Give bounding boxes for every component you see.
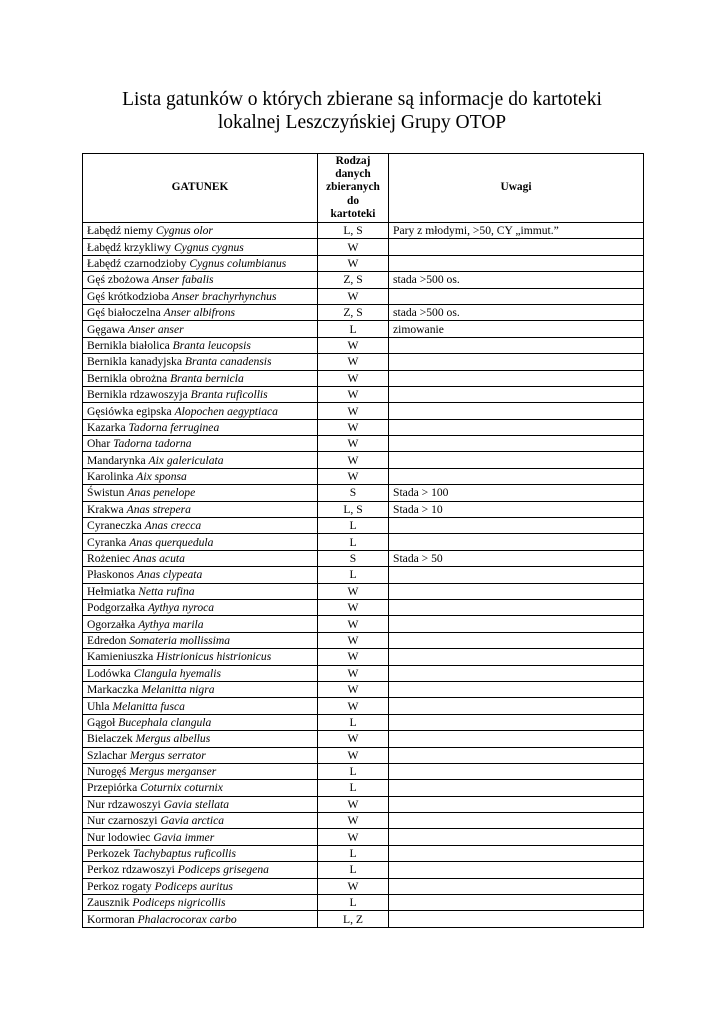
species-name-cell [83, 583, 318, 599]
species-name-cell [83, 600, 318, 616]
species-latin-name: Branta bernicla [170, 371, 244, 385]
species-common-name: Podgorzałka [87, 601, 145, 615]
notes-cell [389, 632, 644, 648]
species-name-cell [83, 550, 318, 566]
notes-cell [389, 386, 644, 402]
species-latin-name: Podiceps nigricollis [132, 896, 226, 910]
species-latin-name: Anser anser [127, 322, 184, 336]
species-common-name: Gęś krótkodzioba [87, 289, 170, 303]
species-latin-name: Histrionicus histrionicus [156, 650, 272, 664]
data-type-cell: W [318, 370, 389, 386]
species-latin-name: Gavia stellata [163, 797, 230, 811]
species-common-name: Nur czarnoszyi [87, 814, 158, 828]
data-type-cell: W [318, 747, 389, 763]
species-name-cell [83, 665, 318, 681]
table-row [83, 731, 644, 747]
species-common-name: Mandarynka [87, 453, 146, 467]
table-row [83, 354, 644, 370]
notes-cell [389, 911, 644, 927]
data-type-cell: L [318, 321, 389, 337]
data-type-cell: L [318, 763, 389, 779]
table-row [83, 468, 644, 484]
table-row [83, 665, 644, 681]
data-type-cell: L [318, 780, 389, 796]
species-name-cell [83, 436, 318, 452]
table-row [83, 878, 644, 894]
species-common-name: Świstun [87, 486, 125, 500]
notes-cell [389, 862, 644, 878]
data-type-cell: W [318, 681, 389, 697]
table-row [83, 419, 644, 435]
table-row [83, 780, 644, 796]
data-type-cell: W [318, 829, 389, 845]
data-type-cell: L [318, 567, 389, 583]
species-latin-name: Podiceps auritus [154, 879, 233, 893]
species-common-name: Nur rdzawoszyi [87, 797, 161, 811]
notes-cell [389, 468, 644, 484]
table-row [83, 747, 644, 763]
species-common-name: Perkozek [87, 847, 131, 861]
table-body [83, 223, 644, 928]
species-common-name: Bernikla obrożna [87, 371, 168, 385]
species-name-cell [83, 747, 318, 763]
data-type-cell: W [318, 354, 389, 370]
data-type-cell: W [318, 337, 389, 353]
table-row [83, 321, 644, 337]
header-notes: Uwagi [389, 154, 644, 223]
species-name-cell [83, 632, 318, 648]
table-row [83, 239, 644, 255]
species-latin-name: Mergus serrator [129, 748, 206, 762]
species-name-cell [83, 419, 318, 435]
table-row [83, 763, 644, 779]
data-type-cell: L [318, 895, 389, 911]
data-type-cell: S [318, 550, 389, 566]
table-header [83, 154, 644, 223]
table-row [83, 796, 644, 812]
notes-cell [389, 649, 644, 665]
notes-cell [389, 600, 644, 616]
data-type-cell: W [318, 731, 389, 747]
species-common-name: Lodówka [87, 666, 131, 680]
species-latin-name: Aythya nyroca [147, 601, 215, 615]
species-common-name: Ogorzałka [87, 617, 136, 631]
species-latin-name: Phalacrocorax carbo [137, 912, 237, 926]
species-latin-name: Anas strepera [126, 502, 191, 516]
header-data-type-line: Rodzaj [335, 155, 371, 167]
notes-cell [389, 895, 644, 911]
species-name-cell [83, 681, 318, 697]
notes-cell: stada >500 os. [389, 272, 644, 288]
data-type-cell: L, S [318, 223, 389, 239]
species-common-name: Perkoz rogaty [87, 879, 152, 893]
species-common-name: Hełmiatka [87, 584, 136, 598]
table-row [83, 845, 644, 861]
species-common-name: Zausznik [87, 896, 130, 910]
header-data-type [318, 154, 389, 223]
species-latin-name: Netta rufina [138, 584, 195, 598]
species-latin-name: Melanitta nigra [141, 683, 215, 697]
species-common-name: Płaskonos [87, 568, 135, 582]
notes-cell [389, 583, 644, 599]
species-latin-name: Tadorna ferruginea [128, 420, 220, 434]
data-type-cell: W [318, 239, 389, 255]
species-common-name: Ohar [87, 437, 111, 451]
table-row [83, 681, 644, 697]
notes-cell [389, 796, 644, 812]
species-common-name: Cyraneczka [87, 519, 142, 533]
species-latin-name: Branta ruficollis [190, 388, 268, 402]
species-common-name: Gęsiówka egipska [87, 404, 172, 418]
species-name-cell [83, 829, 318, 845]
notes-cell [389, 714, 644, 730]
species-latin-name: Anas querquedula [129, 535, 214, 549]
notes-cell [389, 567, 644, 583]
species-common-name: Kazarka [87, 420, 126, 434]
species-latin-name: Cygnus olor [155, 224, 213, 238]
table-row [83, 485, 644, 501]
species-name-cell [83, 731, 318, 747]
species-name-cell [83, 403, 318, 419]
data-type-cell: W [318, 649, 389, 665]
species-common-name: Rożeniec [87, 552, 131, 566]
data-type-cell: W [318, 419, 389, 435]
species-common-name: Gęś zbożowa [87, 273, 150, 287]
species-latin-name: Anas clypeata [136, 568, 203, 582]
table-row [83, 583, 644, 599]
species-latin-name: Aythya marila [138, 617, 204, 631]
species-common-name: Cyranka [87, 535, 127, 549]
data-type-cell: W [318, 436, 389, 452]
data-type-cell: W [318, 616, 389, 632]
notes-cell [389, 337, 644, 353]
species-latin-name: Melanitta fusca [112, 699, 185, 713]
species-name-cell [83, 321, 318, 337]
notes-cell: Stada > 10 [389, 501, 644, 517]
table-row [83, 600, 644, 616]
species-name-cell [83, 223, 318, 239]
header-data-type-line: danych [335, 168, 371, 181]
species-common-name: Nur lodowiec [87, 830, 151, 844]
species-common-name: Uhla [87, 699, 110, 713]
table-row [83, 534, 644, 550]
table-row [83, 518, 644, 534]
table-row [83, 223, 644, 239]
species-latin-name: Cygnus columbianus [189, 256, 287, 270]
table-row [83, 550, 644, 566]
species-common-name: Łabędź krzykliwy [87, 240, 172, 254]
data-type-cell: L [318, 518, 389, 534]
species-latin-name: Anser albifrons [163, 306, 236, 320]
notes-cell [389, 845, 644, 861]
species-latin-name: Aix sponsa [136, 470, 187, 484]
table-row [83, 436, 644, 452]
data-type-cell: Z, S [318, 272, 389, 288]
species-common-name: Nurogęś [87, 765, 127, 779]
data-type-cell: W [318, 255, 389, 271]
species-common-name: Bielaczek [87, 732, 133, 746]
species-name-cell [83, 878, 318, 894]
data-type-cell: L [318, 862, 389, 878]
species-common-name: Łabędź czarnodzioby [87, 256, 187, 270]
species-common-name: Kormoran [87, 912, 135, 926]
species-name-cell [83, 698, 318, 714]
species-latin-name: Bucephala clangula [118, 715, 212, 729]
species-table [82, 153, 644, 928]
species-name-cell [83, 386, 318, 402]
table-row [83, 813, 644, 829]
species-common-name: Bernikla kanadyjska [87, 355, 182, 369]
data-type-cell: W [318, 583, 389, 599]
species-common-name: Przepiórka [87, 781, 138, 795]
notes-cell [389, 518, 644, 534]
data-type-cell: L [318, 534, 389, 550]
species-name-cell [83, 272, 318, 288]
header-data-type-line: do [346, 194, 360, 207]
species-name-cell [83, 485, 318, 501]
notes-cell [389, 681, 644, 697]
species-name-cell [83, 354, 318, 370]
species-latin-name: Gavia arctica [160, 814, 225, 828]
table-row [83, 616, 644, 632]
table-row [83, 288, 644, 304]
species-name-cell [83, 895, 318, 911]
species-name-cell [83, 911, 318, 927]
species-name-cell [83, 468, 318, 484]
notes-cell [389, 239, 644, 255]
table-row [83, 632, 644, 648]
table-row [83, 829, 644, 845]
species-common-name: Edredon [87, 633, 127, 647]
notes-cell [389, 370, 644, 386]
species-latin-name: Anas crecca [144, 519, 202, 533]
species-latin-name: Branta leucopsis [172, 338, 251, 352]
data-type-cell: S [318, 485, 389, 501]
notes-cell [389, 878, 644, 894]
table-row [83, 567, 644, 583]
species-name-cell [83, 862, 318, 878]
species-name-cell [83, 239, 318, 255]
notes-cell [389, 534, 644, 550]
table-row [83, 862, 644, 878]
species-name-cell [83, 337, 318, 353]
species-common-name: Karolinka [87, 470, 134, 484]
data-type-cell: L [318, 845, 389, 861]
species-latin-name: Cygnus cygnus [173, 240, 244, 254]
species-name-cell [83, 518, 318, 534]
species-name-cell [83, 501, 318, 517]
species-latin-name: Tadorna tadorna [113, 437, 192, 451]
document-title [0, 88, 724, 134]
table-row [83, 370, 644, 386]
notes-cell [389, 698, 644, 714]
species-latin-name: Coturnix coturnix [140, 781, 223, 795]
data-type-cell: W [318, 698, 389, 714]
notes-cell [389, 436, 644, 452]
header-species: GATUNEK [83, 154, 318, 223]
species-common-name: Krakwa [87, 502, 124, 516]
notes-cell [389, 665, 644, 681]
header-data-type-line: zbieranych [326, 181, 380, 194]
species-name-cell [83, 796, 318, 812]
species-common-name: Szlachar [87, 748, 127, 762]
data-type-cell: W [318, 665, 389, 681]
species-latin-name: Aix galericulata [148, 453, 224, 467]
notes-cell [389, 288, 644, 304]
header-row [83, 154, 644, 223]
notes-cell [389, 419, 644, 435]
species-name-cell [83, 714, 318, 730]
table-row [83, 272, 644, 288]
species-common-name: Markaczka [87, 683, 139, 697]
species-common-name: Łabędź niemy [87, 224, 153, 238]
species-name-cell [83, 255, 318, 271]
table-row [83, 337, 644, 353]
species-name-cell [83, 616, 318, 632]
species-name-cell [83, 845, 318, 861]
table-row [83, 698, 644, 714]
table-row [83, 649, 644, 665]
notes-cell [389, 731, 644, 747]
notes-cell [389, 403, 644, 419]
table-row [83, 255, 644, 271]
species-name-cell [83, 452, 318, 468]
species-name-cell [83, 370, 318, 386]
species-latin-name: Clangula hyemalis [133, 666, 221, 680]
species-name-cell [83, 567, 318, 583]
species-latin-name: Anas penelope [127, 486, 196, 500]
species-latin-name: Anser fabalis [152, 273, 214, 287]
species-common-name: Gęgawa [87, 322, 125, 336]
title-line-1: Lista gatunków o których zbierane są informacje do kartoteki [122, 89, 602, 110]
species-common-name: Kamieniuszka [87, 650, 154, 664]
notes-cell: Stada > 100 [389, 485, 644, 501]
data-type-cell: W [318, 468, 389, 484]
table-row [83, 714, 644, 730]
data-type-cell: W [318, 403, 389, 419]
notes-cell [389, 813, 644, 829]
species-latin-name: Anser brachyrhynchus [172, 289, 277, 303]
header-data-type-line: kartoteki [330, 207, 376, 220]
species-name-cell [83, 649, 318, 665]
species-common-name: Perkoz rdzawoszyi [87, 863, 175, 877]
data-type-cell: W [318, 600, 389, 616]
data-type-cell: L [318, 714, 389, 730]
notes-cell [389, 452, 644, 468]
species-latin-name: Somateria mollissima [129, 633, 230, 647]
table-row [83, 304, 644, 320]
notes-cell: stada >500 os. [389, 304, 644, 320]
notes-cell: Stada > 50 [389, 550, 644, 566]
data-type-cell: W [318, 632, 389, 648]
notes-cell: zimowanie [389, 321, 644, 337]
notes-cell [389, 747, 644, 763]
data-type-cell: W [318, 878, 389, 894]
species-latin-name: Podiceps grisegena [177, 863, 269, 877]
species-common-name: Gągoł [87, 715, 116, 729]
notes-cell [389, 354, 644, 370]
species-latin-name: Alopochen aegyptiaca [174, 404, 278, 418]
species-latin-name: Gavia immer [153, 830, 215, 844]
species-latin-name: Mergus merganser [129, 765, 217, 779]
species-name-cell [83, 304, 318, 320]
notes-cell [389, 255, 644, 271]
data-type-cell: W [318, 452, 389, 468]
species-latin-name: Anas acuta [133, 552, 185, 566]
table-row [83, 452, 644, 468]
species-name-cell [83, 813, 318, 829]
notes-cell [389, 780, 644, 796]
species-name-cell [83, 534, 318, 550]
species-common-name: Bernikla białolica [87, 338, 170, 352]
species-latin-name: Tachybaptus ruficollis [133, 847, 237, 861]
species-latin-name: Branta canadensis [184, 355, 272, 369]
notes-cell [389, 829, 644, 845]
table-row [83, 895, 644, 911]
table-row [83, 386, 644, 402]
table-row [83, 501, 644, 517]
notes-cell [389, 763, 644, 779]
species-name-cell [83, 288, 318, 304]
table-row [83, 911, 644, 927]
table-row [83, 403, 644, 419]
data-type-cell: W [318, 386, 389, 402]
data-type-cell: L, Z [318, 911, 389, 927]
notes-cell [389, 616, 644, 632]
data-type-cell: W [318, 288, 389, 304]
species-name-cell [83, 763, 318, 779]
data-type-cell: W [318, 813, 389, 829]
species-name-cell [83, 780, 318, 796]
data-type-cell: W [318, 796, 389, 812]
title-line-2: lokalnej Leszczyńskiej Grupy OTOP [217, 112, 507, 133]
data-type-cell: Z, S [318, 304, 389, 320]
species-common-name: Bernikla rdzawoszyja [87, 388, 188, 402]
species-common-name: Gęś białoczelna [87, 306, 161, 320]
data-type-cell: L, S [318, 501, 389, 517]
species-latin-name: Mergus albellus [135, 732, 211, 746]
notes-cell: Pary z młodymi, >50, CY „immut.” [389, 223, 644, 239]
